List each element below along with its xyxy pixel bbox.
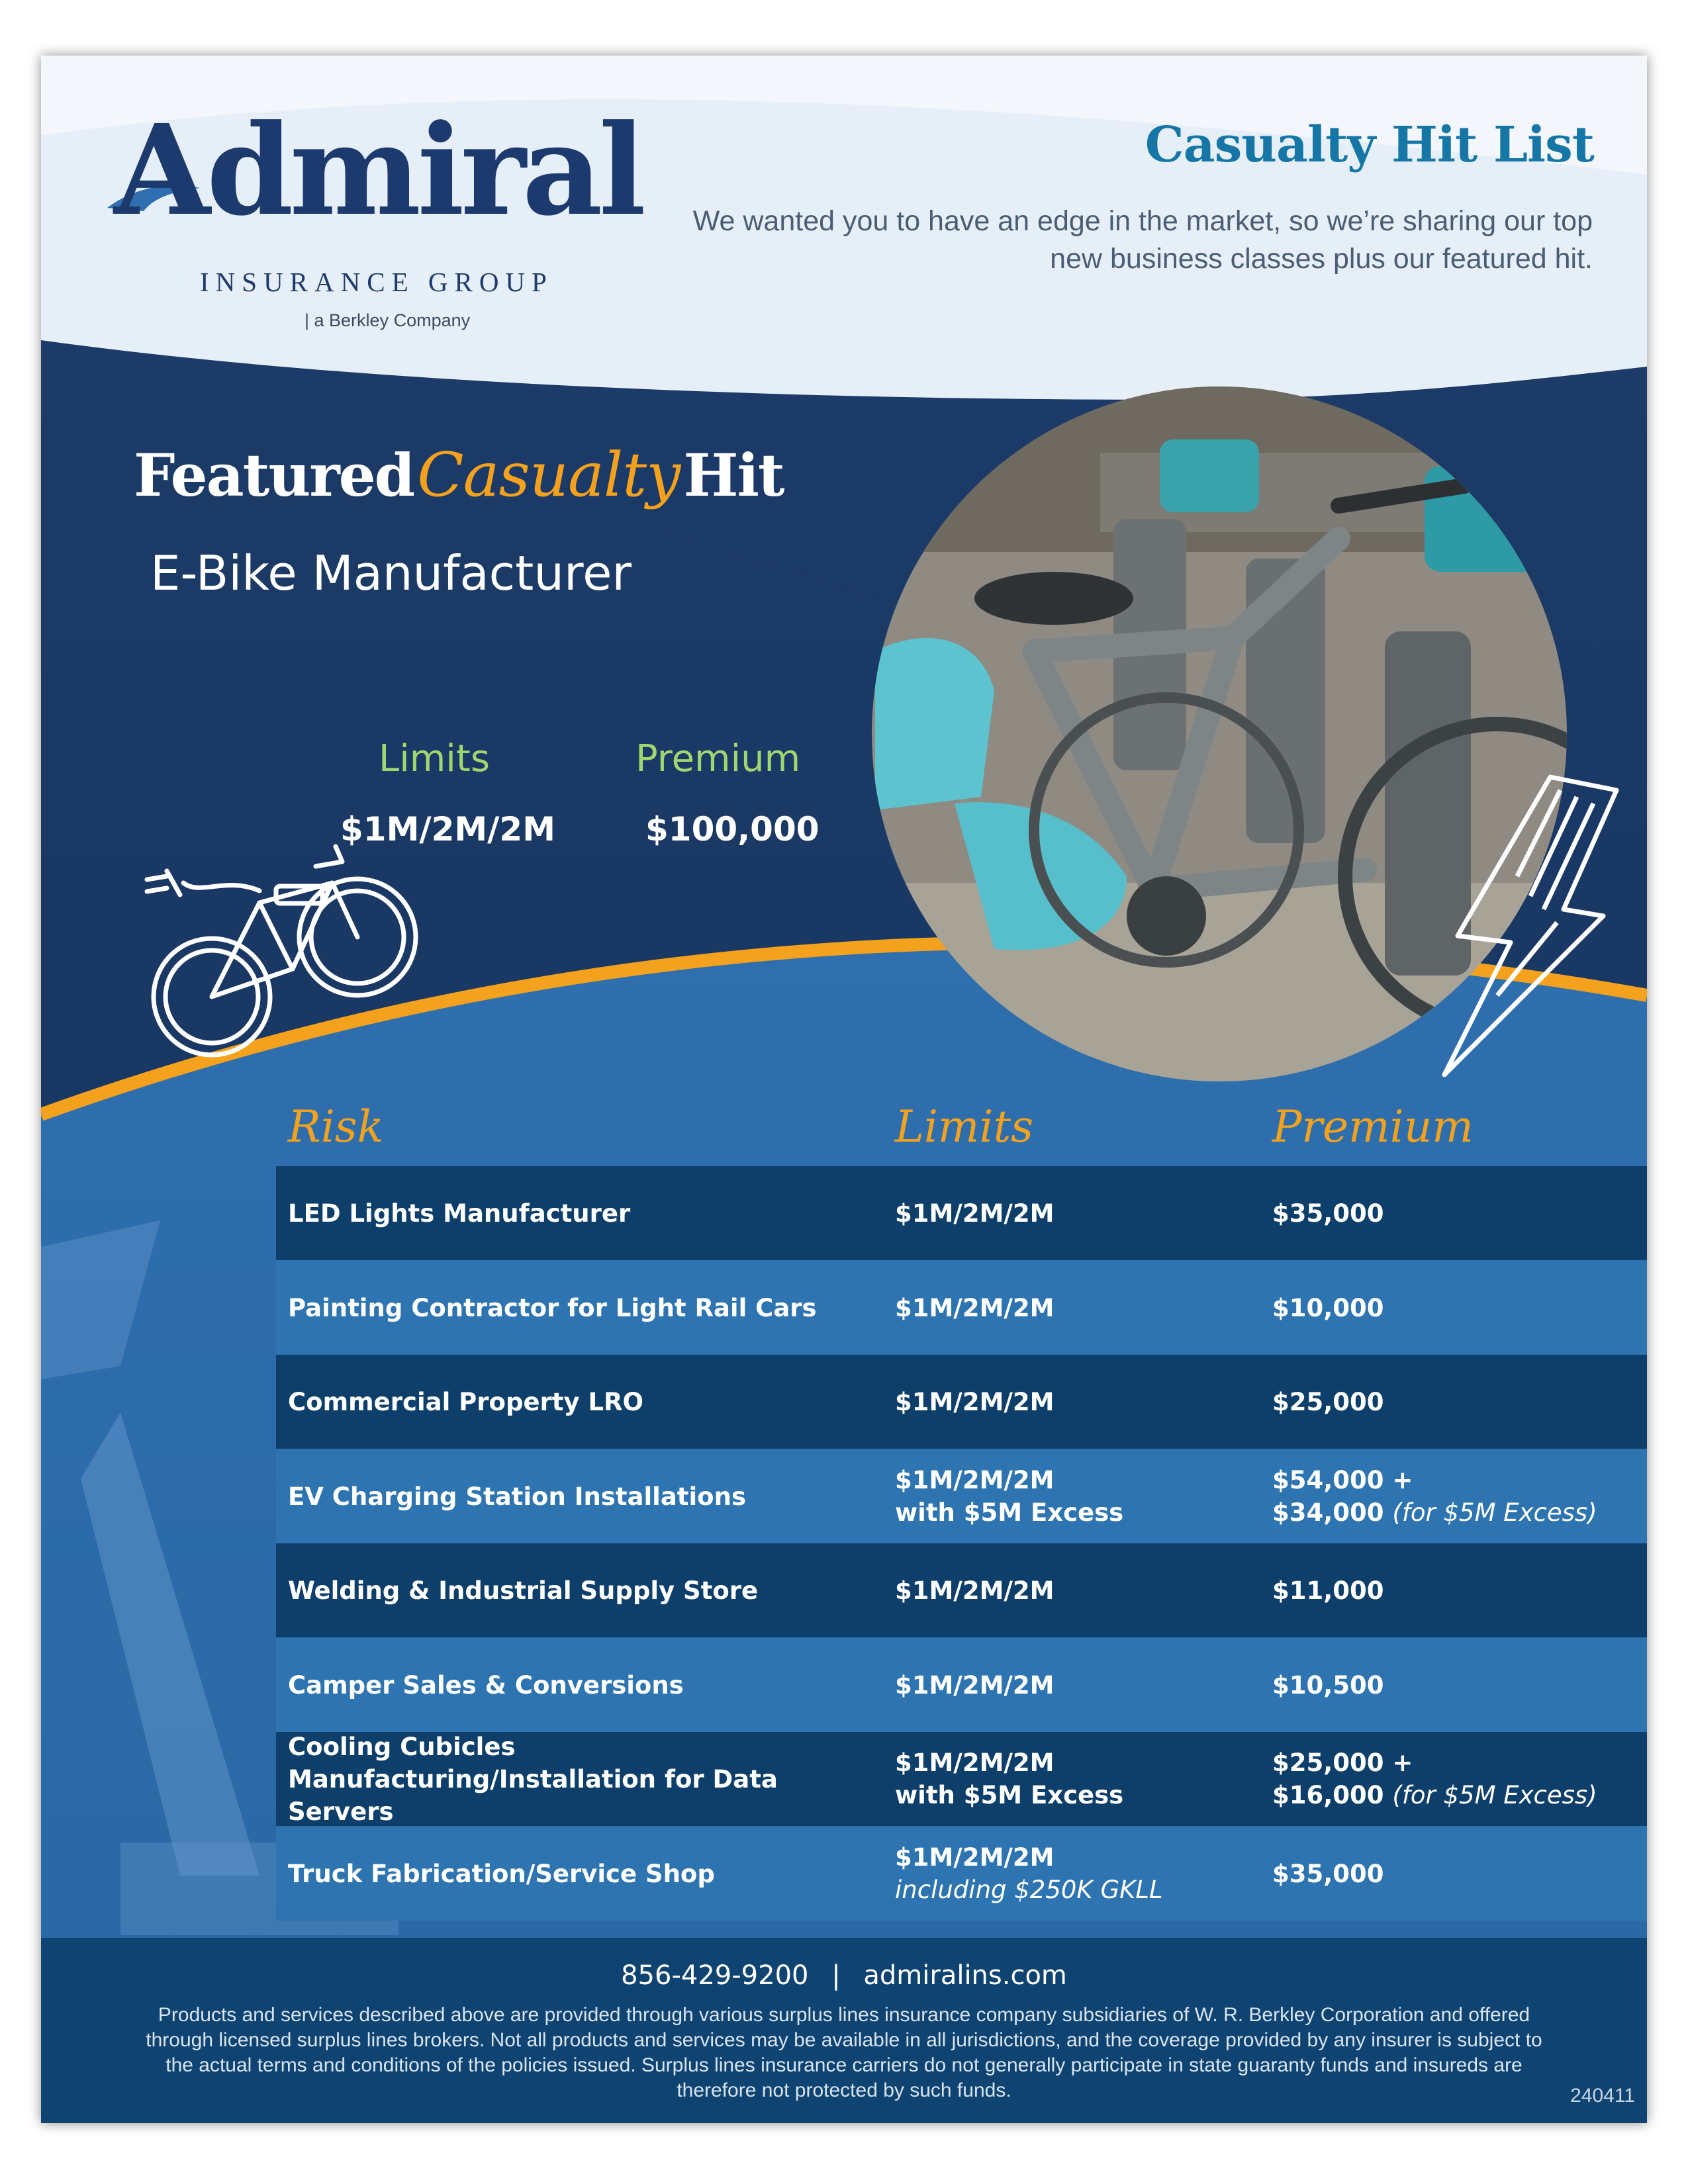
- risk-cell: LED Lights Manufacturer: [288, 1199, 631, 1228]
- limits-cell: $1M/2M/2M: [895, 1576, 1055, 1605]
- limits-cell: $1M/2M/2M with $5M Excess: [895, 1732, 1252, 1826]
- table-row: [276, 1449, 1647, 1543]
- risk-cell: EV Charging Station Installations: [288, 1482, 746, 1511]
- featured-subtitle: E-Bike Manufacturer: [150, 545, 632, 601]
- limits-cell: $1M/2M/2M: [895, 1670, 1055, 1700]
- table-row: [276, 1827, 1647, 1921]
- table-row: [276, 1261, 1647, 1355]
- limits-cell: $1M/2M/2M with $5M Excess: [895, 1449, 1252, 1543]
- table-row: [276, 1355, 1647, 1449]
- premium-cell: $35,000: [1272, 1199, 1384, 1228]
- website-link[interactable]: admiralins.com: [863, 1960, 1067, 1991]
- premium-column-header: Premium: [1272, 1101, 1474, 1152]
- contact-separator: |: [831, 1960, 841, 1991]
- premium-cell: $11,000: [1272, 1576, 1384, 1605]
- featured-premium-label: Premium: [635, 737, 801, 780]
- document-code: 240411: [1570, 2085, 1635, 2107]
- limits-column-header: Limits: [895, 1101, 1034, 1152]
- premium-cell: $10,000: [1272, 1293, 1384, 1322]
- contact-line: [41, 1960, 1647, 1991]
- page-title: Casualty Hit List: [1145, 116, 1594, 173]
- risk-cell: Truck Fabrication/Service Shop: [288, 1859, 715, 1888]
- brand-group: INSURANCE GROUP: [200, 267, 553, 297]
- limits-cell: $1M/2M/2M: [895, 1387, 1055, 1416]
- risk-cell: Painting Contractor for Light Rail Cars: [288, 1293, 817, 1322]
- limits-cell: $1M/2M/2M including $250K GKLL: [895, 1827, 1252, 1921]
- brand-name: Admiral: [114, 97, 642, 244]
- flyer-page: [41, 56, 1647, 2123]
- risk-column-header: Risk: [288, 1101, 384, 1152]
- featured-limits-value: $1M/2M/2M: [340, 810, 555, 848]
- risk-cell: Welding & Industrial Supply Store: [288, 1576, 759, 1605]
- limits-note: with $5M Excess: [895, 1498, 1124, 1527]
- risk-cell: Cooling Cubicles Manufacturing/Installation for Data Servers: [288, 1732, 778, 1826]
- admiral-logo: [114, 97, 642, 347]
- premium-note: (for $5M Excess): [1392, 1781, 1597, 1809]
- limits-cell: $1M/2M/2M: [895, 1293, 1055, 1322]
- risk-cell: Camper Sales & Conversions: [288, 1670, 684, 1700]
- phone-number[interactable]: 856-429-9200: [621, 1960, 809, 1991]
- featured-limits-label: Limits: [379, 737, 490, 780]
- table-row: [276, 1543, 1647, 1637]
- risk-cell: Commercial Property LRO: [288, 1387, 643, 1416]
- premium-cell: $54,000 + $34,000 (for $5M Excess): [1272, 1466, 1597, 1527]
- table-row: [276, 1166, 1647, 1260]
- premium-cell: $35,000: [1272, 1859, 1384, 1888]
- casualty-word: Casualty: [417, 439, 680, 510]
- limits-note: including $250K GKLL: [895, 1876, 1163, 1904]
- limits-cell: $1M/2M/2M: [895, 1199, 1055, 1228]
- brand-parent: | a Berkley Company: [305, 310, 471, 330]
- table-row: [276, 1638, 1647, 1732]
- intro-text: We wanted you to have an edge in the market, so we’re sharing our top new business classes plus our featured hit.: [692, 205, 1593, 275]
- footer: [41, 1938, 1647, 2123]
- premium-cell: $25,000 + $16,000 (for $5M Excess): [1272, 1749, 1597, 1809]
- featured-premium-value: $100,000: [645, 810, 820, 848]
- table-row: [276, 1732, 1647, 1826]
- disclaimer-text: Products and services described above are provided through various surplus lines insurance company subsidiaries of W. R. Berkley Corporation and offered through licensed surplus lines brokers. Not all products and services may be available in all jurisdictions, and the coverage provided by any insurer is subject to the actual terms and conditions of the policies issued. Surplus lines insurance carriers do not generally participate in state guaranty funds and insureds are therefore not protected by such funds.: [146, 2004, 1542, 2101]
- premium-cell: $10,500: [1272, 1670, 1384, 1700]
- limits-note: with $5M Excess: [895, 1781, 1124, 1809]
- premium-cell: $25,000: [1272, 1387, 1384, 1416]
- hit-word: Hit: [683, 441, 784, 510]
- featured-heading: [134, 439, 784, 510]
- featured-word: Featured: [134, 441, 414, 510]
- premium-note: (for $5M Excess): [1392, 1498, 1597, 1527]
